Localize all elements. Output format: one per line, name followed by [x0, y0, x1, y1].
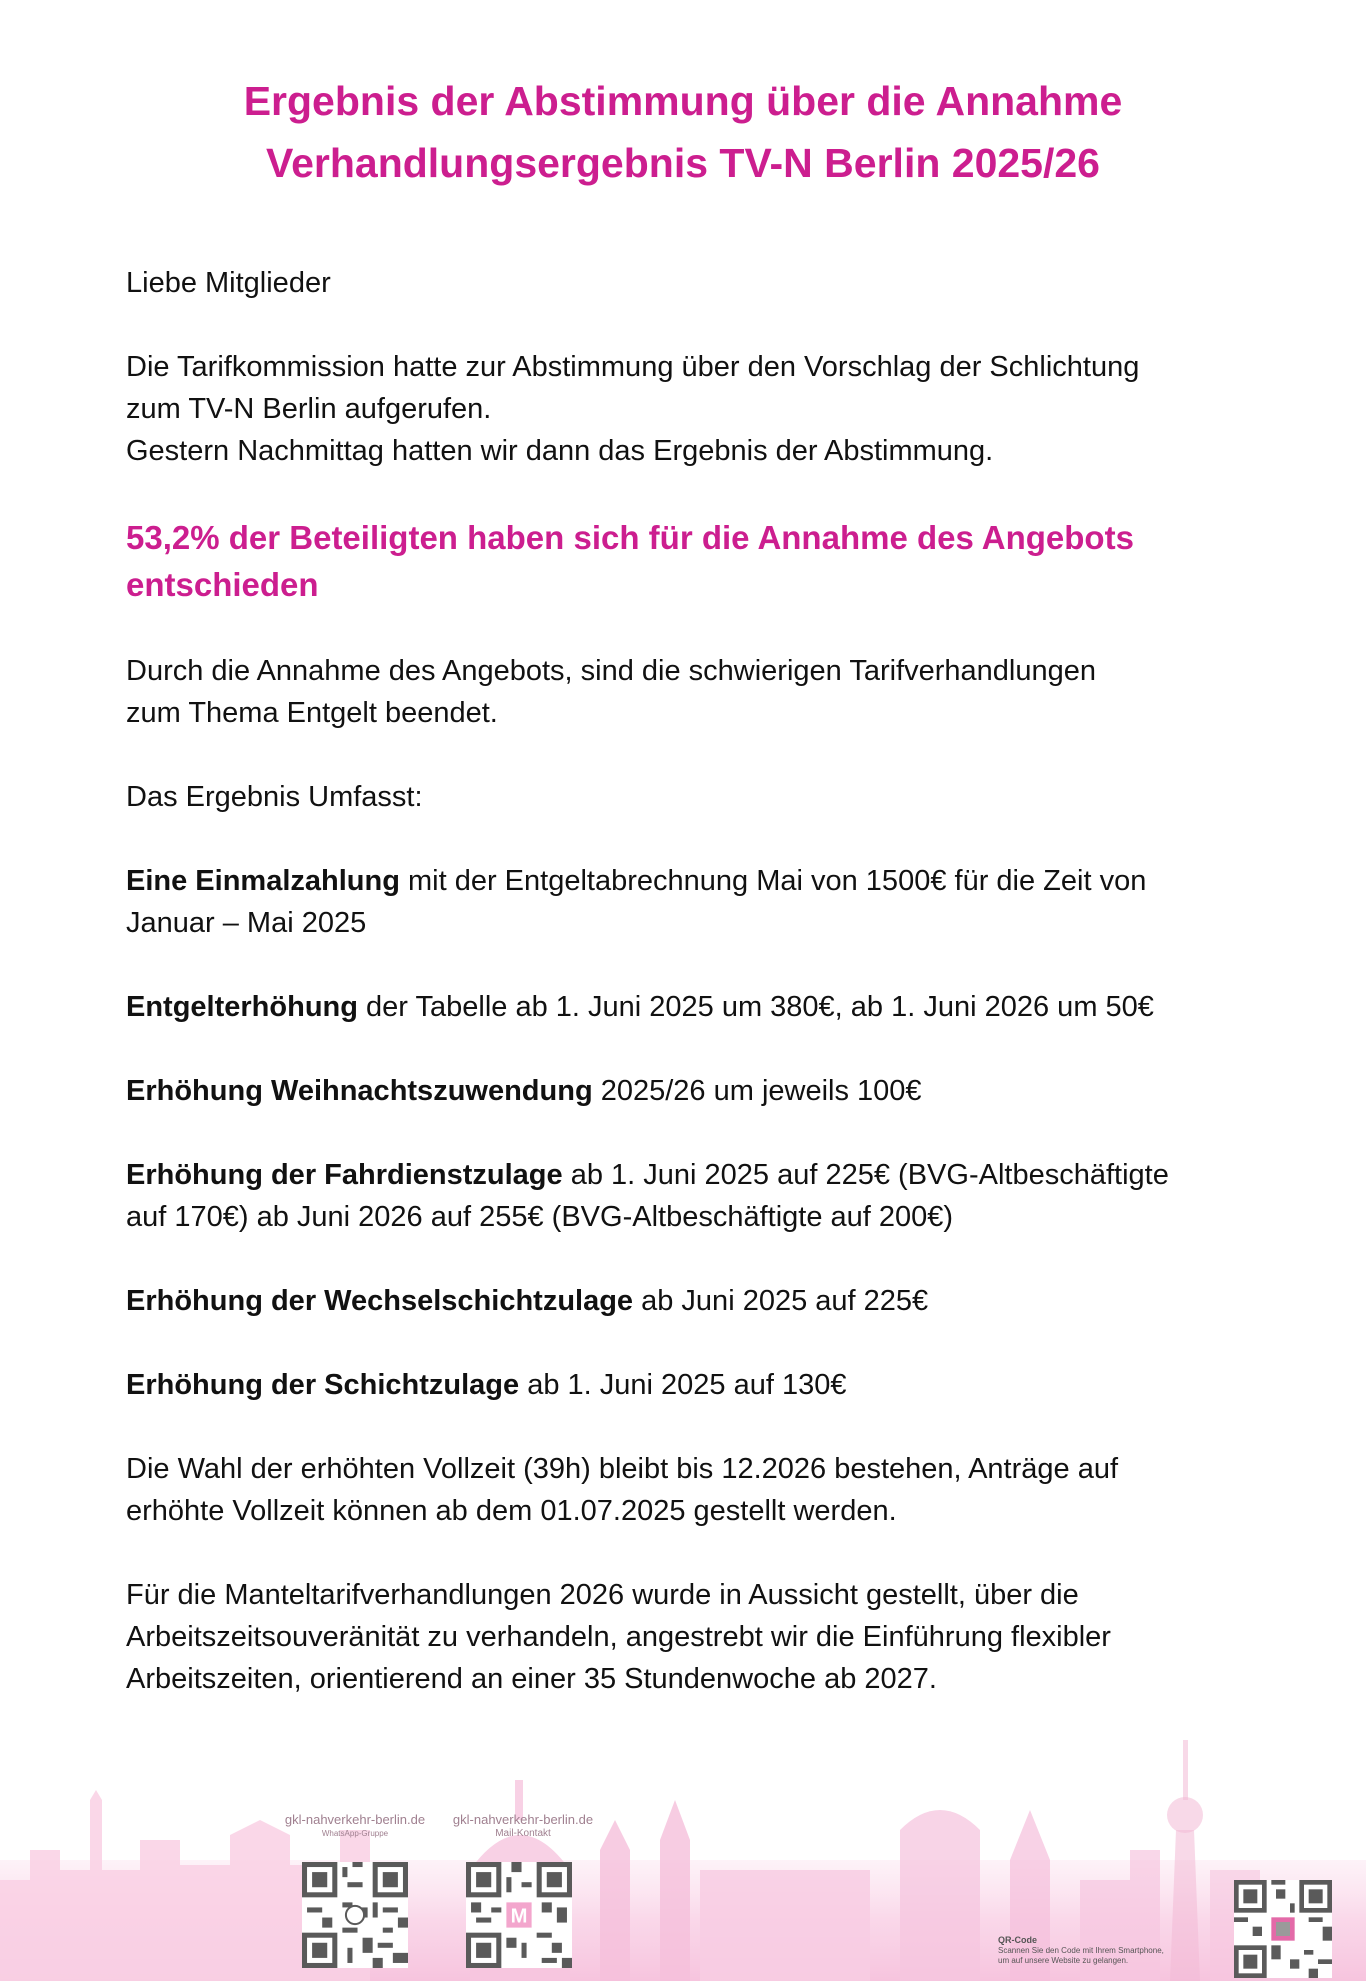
conclusion-line: Durch die Annahme des Angebots, sind die schwierigen Tarifverhandlungen	[126, 655, 1096, 687]
vollzeit-line: Die Wahl der erhöhten Vollzeit (39h) bleibt bis 12.2026 bestehen, Anträge auf	[126, 1453, 1119, 1485]
mantel-line: Arbeitszeitsouveränität zu verhandeln, angestrebt wir die Einführung flexibler	[126, 1621, 1111, 1653]
qr1-site-label: gkl-nahverkehr-berlin.de	[284, 1812, 426, 1827]
result-item-fahrdienstzulage	[126, 1154, 1266, 1238]
mantel-line: Arbeitszeiten, orientierend an einer 35 Stundenwoche ab 2027.	[126, 1663, 937, 1695]
item-label: Erhöhung der Schichtzulage	[126, 1369, 520, 1401]
item-text: der Tabelle ab 1. Juni 2025 um 380€, ab 1. Juni 2026 um 50€	[357, 991, 1154, 1023]
mail-qr-code[interactable]	[466, 1862, 572, 1968]
manteltarif-paragraph	[126, 1574, 1266, 1700]
item-label: Erhöhung Weihnachtszuwendung	[126, 1075, 593, 1107]
conclusion-line: zum Thema Entgelt beendet.	[126, 697, 498, 729]
page-title	[100, 70, 1266, 194]
item-label: Erhöhung der Wechselschichtzulage	[126, 1285, 634, 1317]
greeting: Liebe Mitglieder	[126, 267, 331, 299]
qr3-line: Scannen Sie den Code mit Ihrem Smartphone,	[998, 1946, 1164, 1955]
whatsapp-qr-code[interactable]	[302, 1862, 408, 1968]
result-heading: Das Ergebnis Umfasst:	[126, 781, 423, 813]
result-item-weihnachtszuwendung	[126, 1070, 1266, 1112]
result-item-einmalzahlung	[126, 860, 1266, 944]
qr2-site-label: gkl-nahverkehr-berlin.de	[452, 1812, 594, 1827]
highlight-line: entschieden	[126, 566, 319, 603]
vollzeit-line: erhöhte Vollzeit können ab dem 01.07.2025 gestellt werden.	[126, 1495, 897, 1527]
intro-line: Gestern Nachmittag hatten wir dann das Ergebnis der Abstimmung.	[126, 435, 994, 467]
item-label: Eine Einmalzahlung	[126, 865, 400, 897]
result-item-entgelterhoehung	[126, 986, 1266, 1028]
vote-result-highlight	[126, 514, 1266, 608]
intro-line: zum TV-N Berlin aufgerufen.	[126, 393, 492, 425]
result-item-wechselschichtzulage	[126, 1280, 1266, 1322]
letter-body	[126, 262, 1266, 1700]
vollzeit-paragraph	[126, 1448, 1266, 1532]
qr1-caption: WhatsApp-Gruppe	[321, 1829, 389, 1838]
conclusion-paragraph	[126, 650, 1266, 734]
qr-code-icon	[466, 1862, 572, 1968]
intro-line: Die Tarifkommission hatte zur Abstimmung über den Vorschlag der Schlichtung	[126, 351, 1140, 383]
item-label: Entgelterhöhung	[126, 991, 358, 1023]
qr3-line: um auf unsere Website zu gelangen.	[998, 1956, 1129, 1965]
qr2-caption: Mail-Kontakt	[495, 1828, 551, 1839]
qr-code-icon	[302, 1862, 408, 1968]
item-text: mit der Entgeltabrechnung Mai von 1500€ für die Zeit von	[399, 865, 1147, 897]
footer-skyline	[0, 1740, 1366, 1981]
item-label: Erhöhung der Fahrdienstzulage	[126, 1159, 563, 1191]
title-line-2: Verhandlungsergebnis TV-N Berlin 2025/26	[266, 140, 1100, 186]
item-text: ab 1. Juni 2025 auf 130€	[519, 1369, 847, 1401]
item-text: auf 170€) ab Juni 2026 auf 255€ (BVG-Altbeschäftigte auf 200€)	[126, 1201, 954, 1233]
item-text: 2025/26 um jeweils 100€	[592, 1075, 922, 1107]
qr3-heading: QR-Code	[998, 1935, 1037, 1945]
result-item-schichtzulage	[126, 1364, 1266, 1406]
item-text: ab 1. Juni 2025 auf 225€ (BVG-Altbeschäftigte	[562, 1159, 1169, 1191]
intro-paragraph	[126, 346, 1266, 472]
item-text: Januar – Mai 2025	[126, 907, 367, 939]
mantel-line: Für die Manteltarifverhandlungen 2026 wurde in Aussicht gestellt, über die	[126, 1579, 1079, 1611]
item-text: ab Juni 2025 auf 225€	[633, 1285, 929, 1317]
qr3-info-text	[998, 1935, 1228, 1966]
qr-code-icon	[1234, 1880, 1332, 1978]
title-line-1: Ergebnis der Abstimmung über die Annahme	[243, 78, 1123, 124]
highlight-line: 53,2% der Beteiligten haben sich für die Annahme des Angebots	[126, 519, 1134, 556]
website-qr-code[interactable]	[1234, 1880, 1332, 1978]
svg-text:M: M	[510, 1905, 528, 1928]
